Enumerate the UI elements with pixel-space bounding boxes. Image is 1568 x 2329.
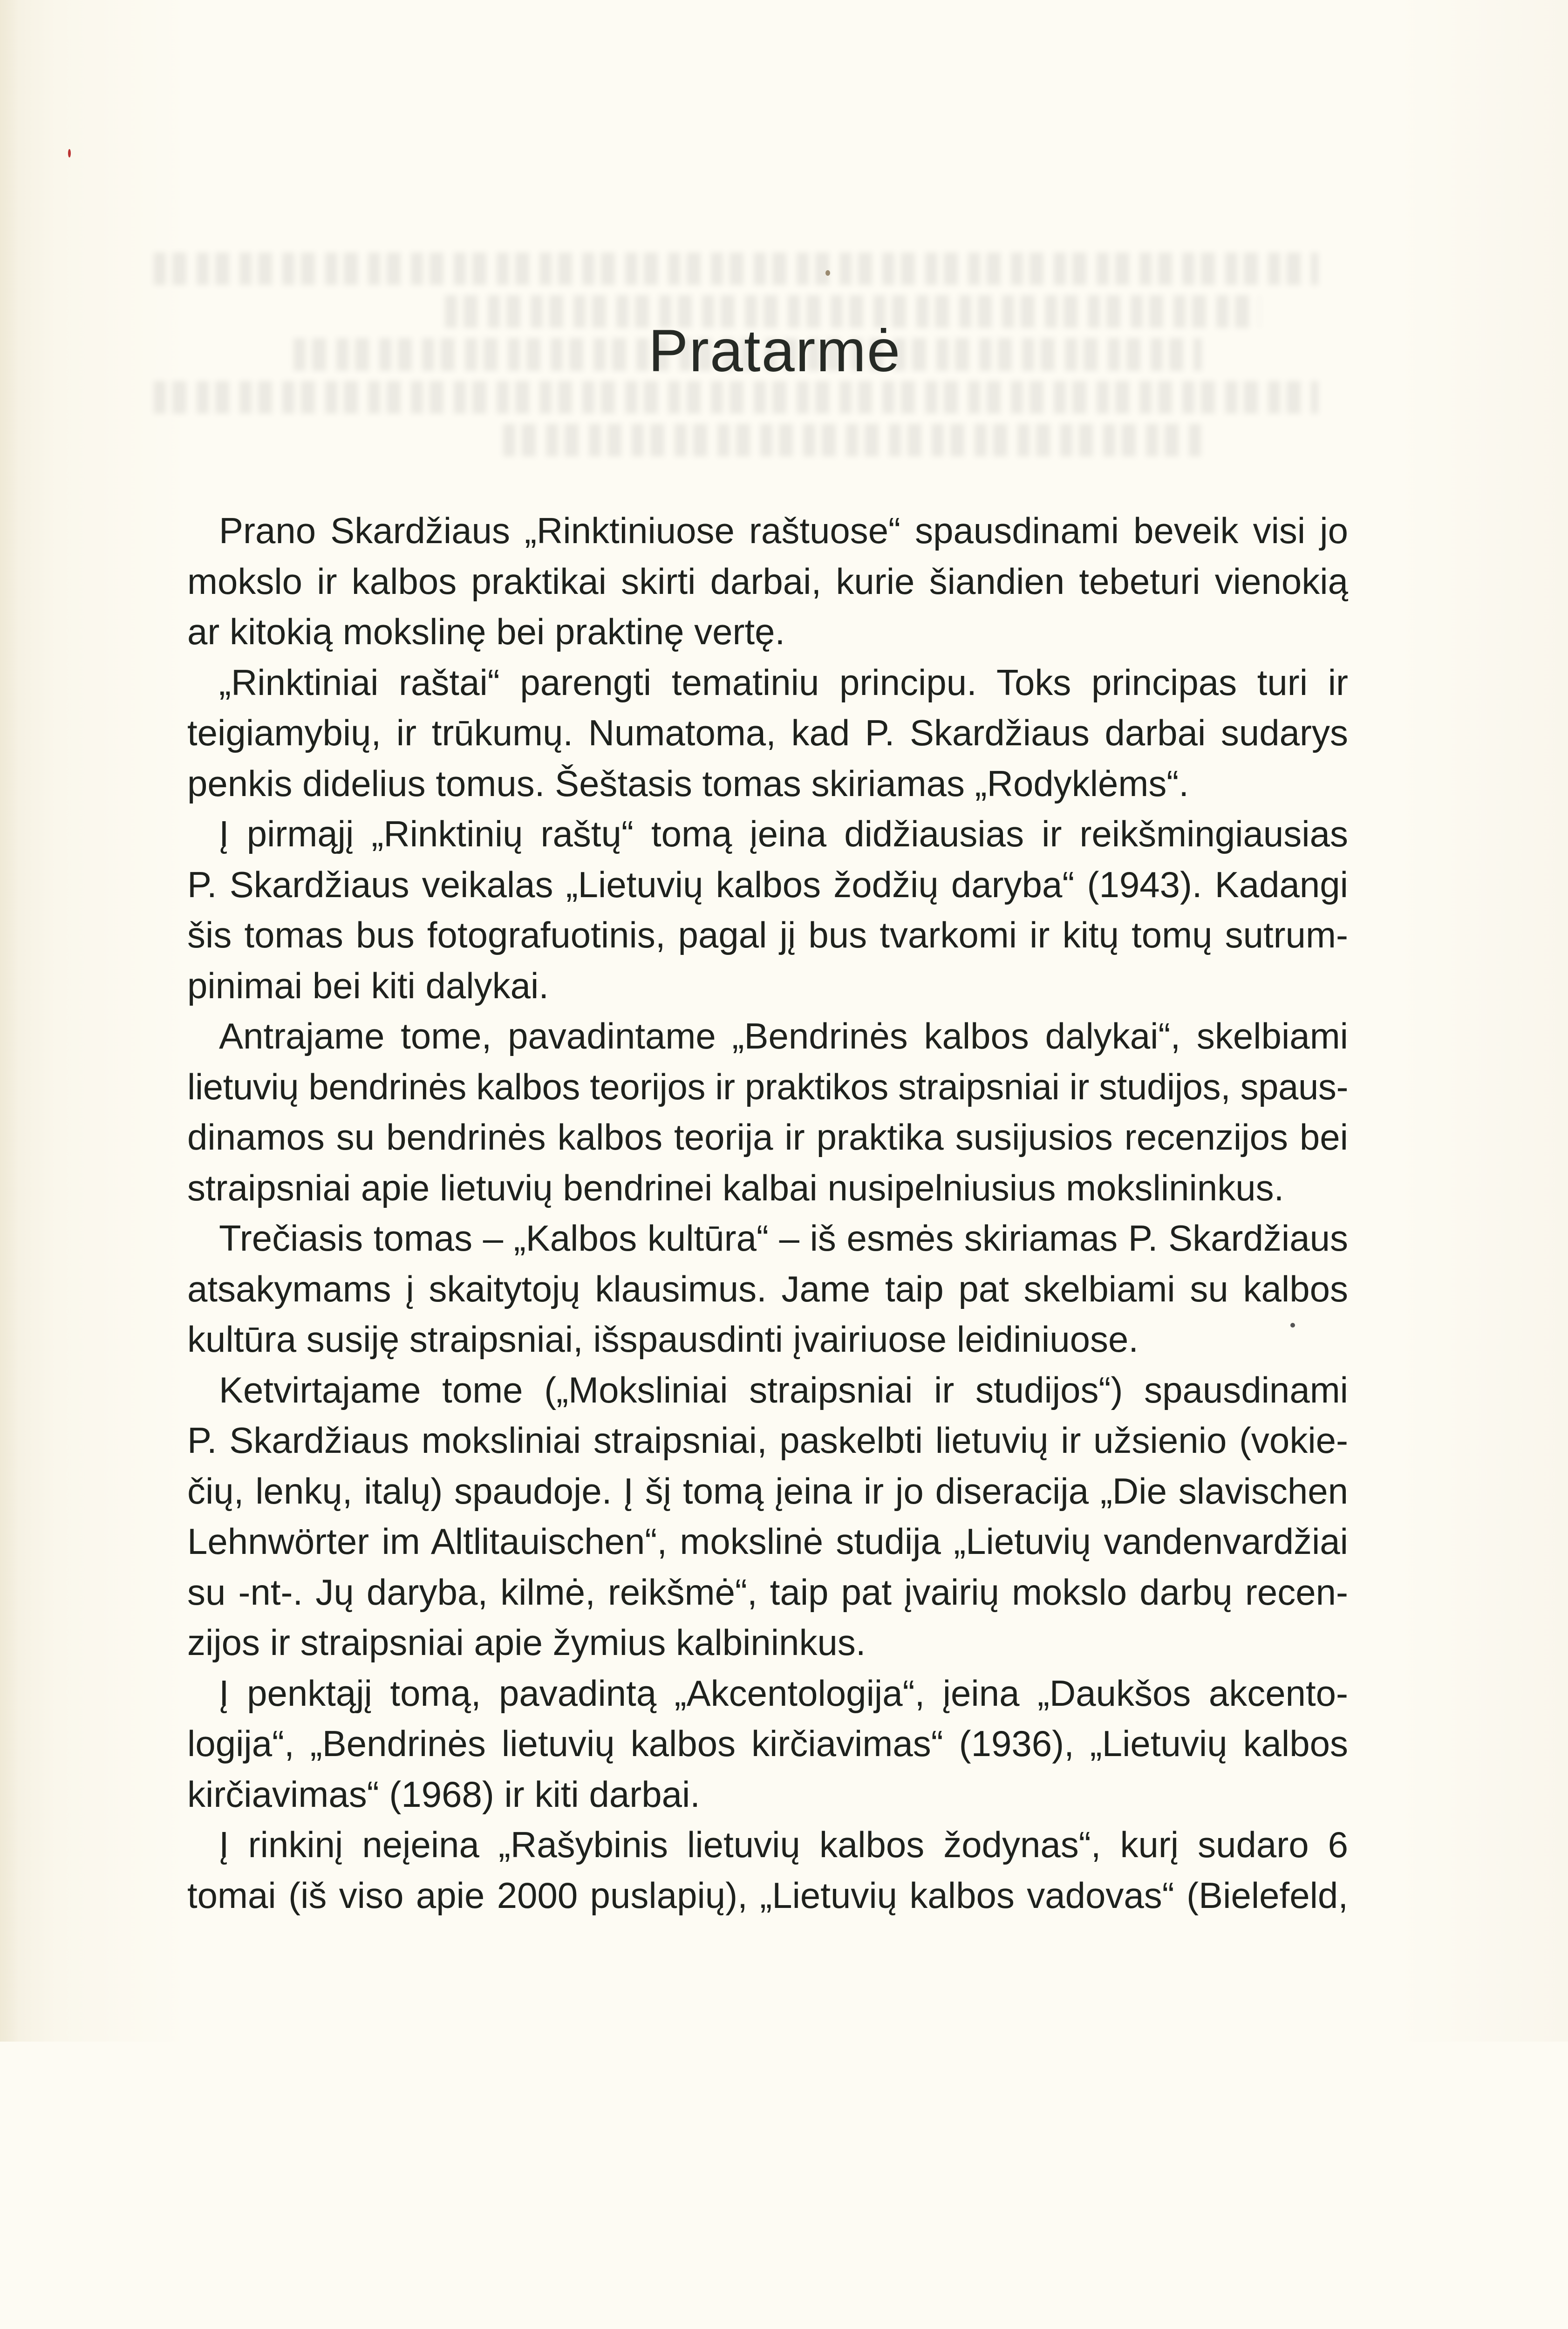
text-line: „Rinktiniai raštai“ parengti tematiniu principu. Toks principas turi ir [219,661,1348,703]
text-line: penkis didelius tomus. Šeštasis tomas skiriamas „Rodyklėms“. [187,763,1189,804]
paragraph [187,657,1348,809]
text-line: Antrajame tome, pavadintame „Bendrinės kalbos dalykai“, skelbiami [219,1015,1348,1056]
text-line: šis tomas bus fotografuotinis, pagal jį bus tvarkomi ir kitų tomų sutrum- [187,914,1348,955]
text-line: kirčiavimas“ (1968) ir kiti darbai. [187,1773,700,1815]
text-line: zijos ir straipsniai apie žymius kalbininkus. [187,1622,866,1663]
text-line: tomai (iš viso apie 2000 puslapių), „Lietuvių kalbos vadovas“ (Bielefeld, [187,1874,1348,1916]
text-line: kultūra susiję straipsniai, išspausdinti įvairiuose leidiniuose. [187,1319,1139,1360]
text-line: P. Skardžiaus veikalas „Lietuvių kalbos žodžių daryba“ (1943). Kadangi [187,864,1348,905]
text-line: dinamos su bendrinės kalbos teorija ir praktika susijusios recenzijos bei [187,1117,1348,1158]
text-line: lietuvių bendrinės kalbos teorijos ir praktikos straipsniai ir studijos, spaus- [187,1066,1348,1107]
text-line: čių, lenkų, italų) spaudoje. Į šį tomą įeina ir jo diseracija „Die slavischen [187,1470,1348,1512]
text-line: P. Skardžiaus moksliniai straipsniai, paskelbti lietuvių ir užsienio (vokie- [187,1420,1348,1461]
text-line: ar kitokią mokslinę bei praktinę vertę. [187,611,785,652]
page-title: Pratarmė [648,318,901,384]
text-line: su -nt-. Jų daryba, kilmė, reikšmė“, taip pat įvairių mokslo darbų recen- [187,1571,1348,1613]
text-line: atsakymams į skaitytojų klausimus. Jame taip pat skelbiami su kalbos [187,1268,1348,1309]
text-line: pinimai bei kiti dalykai. [187,965,549,1006]
text-line: mokslo ir kalbos praktikai skirti darbai, kurie šiandien tebeturi vienokią [187,560,1348,602]
text-line: Ketvirtajame tome („Moksliniai straipsniai ir studijos“) spausdinami [219,1369,1348,1410]
text-line: straipsniai apie lietuvių bendrinei kalbai nusipelniusius mokslininkus. [187,1167,1284,1208]
text-line: Lehnwörter im Altlitauischen“, mokslinė studija „Lietuvių vandenvardžiai [187,1521,1348,1562]
text-line: Į rinkinį neįeina „Rašybinis lietuvių kalbos žodynas“, kurį sudaro 6 [219,1824,1348,1865]
paper-speck [825,270,830,276]
paragraph [187,1668,1348,1820]
paragraph [187,1011,1348,1213]
paragraph [187,1365,1348,1668]
text-line: logija“, „Bendrinės lietuvių kalbos kirčiavimas“ (1936), „Lietuvių kalbos [187,1723,1348,1764]
paragraph [187,505,1348,657]
paper-speck [68,149,71,157]
paragraph [187,809,1348,1011]
paragraph [187,1819,1348,1920]
text-line: teigiamybių, ir trūkumų. Numatoma, kad P. Skardžiaus darbai sudarys [187,712,1348,753]
text-line: Trečiasis tomas – „Kalbos kultūra“ – iš esmės skiriamas P. Skardžiaus [219,1218,1348,1259]
text-line: Prano Skardžiaus „Rinktiniuose raštuose“ spausdinami beveik visi jo [219,510,1348,551]
paragraph [187,1213,1348,1365]
page-edge-shadow [0,0,19,2042]
preface-body [187,505,1348,1920]
text-line: Į pirmąjį „Rinktinių raštų“ tomą įeina didžiausias ir reikšmingiausias [219,813,1348,854]
text-line: Į penktąjį tomą, pavadintą „Akcentologija“, įeina „Daukšos akcento- [219,1672,1348,1714]
